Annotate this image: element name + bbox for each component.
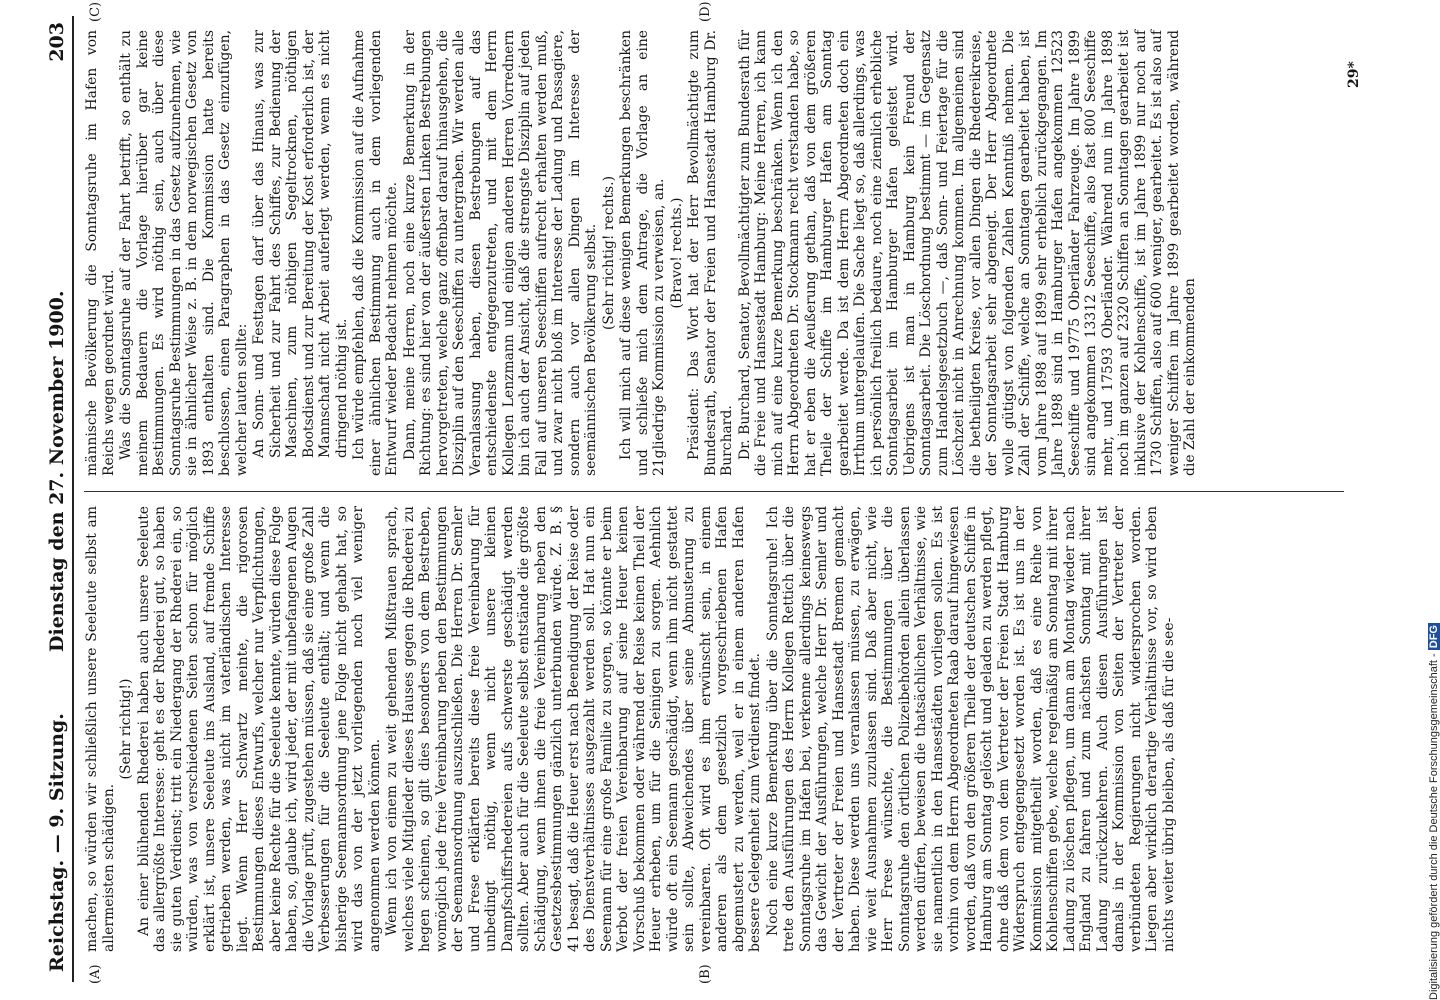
paragraph: Wenn ich von einem zu weit gehenden Mißtrauen sprach, welches viele Mitglieder dieses Hauses gegen die Rhederei zu hegen scheinen, so gilt dies besonders von dem Bestreben, womöglich jede freie Vereinbarung neben den Bestimmungen der Seemannsordnung auszuschließen. Die Herren Dr. Semler und Frese erklärten bereits diese freie Vereinbarung für unbedingt nöthig, wenn nicht unsere kleinen Dampfschiffsrhedereien aufs schwerste geschädigt werden sollten. Aber auch für die Seeleute selbst entstände die größte Schädigung, wenn ihnen die freie Vereinbarung neben den Gesetzesbestimmungen gänzlich unterbunden würde. Z. B. § 41 besagt, daß die Heuer erst nach Beendigung der Reise oder des Dienstverhältnisses ausgezahlt werden soll. Hat nun ein Seemann für eine große Familie zu sorgen, so könnte er beim Verbot der freien Vereinbarung auf seine Heuer keinen Vorschuß bekommen oder während der Reise keinen Theil der Heuer erheben, um für die Seinigen zu sorgen. Aehnlich würde oft ein Seemann geschädigt, wenn ihm nicht gestattet sein sollte, Abweichendes über seine Abmusterung zu vereinbaren. Oft wird es ihm erwünscht sein, in einem anderen als dem gesetzlich vorgeschriebenen Hafen abgemustert zu werden, weil er in einem anderen Hafen bessere Gelegenheit zum Verdienst findet. (384, 506, 763, 952)
signature-mark: 29* (1346, 61, 1362, 88)
margin-marker-a: (A) (88, 964, 103, 984)
sidebar-text (1428, 20, 1440, 1000)
dfg-logo: DFG (1428, 625, 1440, 649)
paragraph: (Sehr richtig! rechts.) (600, 176, 617, 331)
digitization-sidebar (1414, 0, 1440, 1000)
right-column (84, 30, 1342, 476)
paragraph: Was die Sonntagsruhe auf der Fahrt betrifft, so enthält zu meinem Bedauern die Vorlage hierüber gar keine Bestimmungen. Es wird nöthig sein, auch über diese Sonntagsruhe Bestimmungen in das Gesetz aufzunehmen, wie sie in ähnlicher Weise z. B. in dem norwegischen Gesetz von 1893 enthalten sind. Die Kommission hatte bereits beschlossen, einen Paragraphen in das Gesetz einzufügen, welcher lauten sollte: (118, 30, 250, 476)
header-date: Dienstag den 27. November 1900. (46, 290, 68, 652)
margin-marker-c: (C) (88, 1, 103, 22)
paragraph: männische Bevölkerung die Sonntagsruhe im Hafen von Reichs wegen geordnet wird. (84, 30, 117, 476)
paragraph: machen, so würden wir schließlich unsere Seeleute selbst am allermeisten schädigen. (84, 506, 117, 952)
page-number: 203 (46, 22, 68, 62)
left-column (84, 506, 1342, 952)
paragraph: Dr. Burchard, Senator, Bevollmächtigter zum Bundesrath für die Freie und Hansestadt Hamburg: Meine Herren, ich kann mich auf eine kurze Bemerkung beschränken. Wenn ich den Herrn Abgeordneten Dr. Stockmann recht verstanden habe, so hat er eben die Aeußerung gethan, daß von dem größeren Theile der Schiffe im Hamburger Hafen am Sonntag gearbeitet werde. Da ist dem Herrn Abgeordneten doch ein Irrthum untergelaufen. Die Sache liegt so, daß allerdings, was ich persönlich freilich bedaure, noch eine ziemlich erhebliche Sonntagsarbeit im Hamburger Hafen geleistet wird. Uebrigens ist man in Hamburg kein Freund der Sonntagsarbeit. Die Löschordnung bestimmt — im Gegensatz zum Handelsgesetzbuch —, daß Sonn- und Feiertage für die Löschzeit nicht in Anrechnung kommen. Im allgemeinen sind die betheiligten Kreise, vor allen Dingen die Rhedereikreise, der Sonntagsarbeit sehr abgeneigt. Der Herr Abgeordnete wolle gütigst von folgenden Zahlen Kenntniß nehmen. Die Zahl der Schiffe, welche an Sonntagen gearbeitet haben, ist vom Jahre 1898 auf 1899 sehr erheblich zurückgegangen. Im Jahre 1898 sind in Hamburger Hafen angekommen 12523 Seeschiffe und 19775 Oberländer Fahrzeuge. Im Jahre 1899 sind angekommen 13312 Seeschiffe, also fast 800 Seeschiffe mehr, und 17593 Oberländer. Während nun im Jahre 1898 noch im ganzen auf 2320 Schiffen an Sonntagen gearbeitet ist inklusive der Kohlenschiffe, ist im Jahre 1899 nur noch auf 1730 Schiffen, also auf 600 weniger, gearbeitet. Es ist also auf weniger Schiffen im Jahre 1899 gearbeitet worden, während die Zahl der einkommenden (736, 30, 1198, 476)
paragraph: (Sehr richtig!) (118, 678, 134, 780)
paragraph: Ich will mich auf diese wenigen Bemerkungen beschränken und schließe mich dem Antrage, die Vorlage an eine 21gliedrige Kommission zu verweisen, an. (618, 30, 667, 476)
paragraph: Präsident: Das Wort hat der Herr Bevollmächtigte zum Bundesrath, Senator der Freien und Hansestadt Hamburg Dr. Burchard. (686, 30, 735, 476)
paragraph: An Sonn- und Festtagen darf über das Hinaus, was zur Sicherheit und zur Fahrt des Schiffes, zur Bedienung der Maschinen, zum nöthigen Segeltrocknen, nöthigen Bootsdienst und zur Bereitung der Kost erforderlich ist, der Mannschaft nicht Arbeit auferlegt werden, wenn es nicht dringend nöthig ist. (251, 30, 350, 458)
column-divider (84, 491, 1344, 492)
paragraph: Ich würde empfehlen, daß die Kommission auf die Aufnahme einer ähnlichen Bestimmung auch in dem vorliegenden Entwurf wieder Bedacht nehmen möchte. (351, 30, 400, 476)
margin-marker-b: (B) (698, 964, 713, 984)
header-left: Reichstag. — 9. Sitzung. (46, 713, 68, 972)
paragraph: Noch eine kurze Bemerkung über die Sonntagsruhe! Ich trete den Ausführungen des Herrn Kollegen Rettich über die Sonntagsruhe im Hafen bei, verkenne allerdings keineswegs das Gewicht der Ausführungen, welche Herr Dr. Semler und der Vertreter der Freien und Hansestadt Bremen gemacht haben. Diese werden uns veranlassen müssen, zu erwägen, wie weit Ausnahmen zuzulassen sind. Daß aber nicht, wie Herr Frese wünschte, die Bestimmungen über die Sonntagsruhe den örtlichen Polizeibehörden allein überlassen werden dürfen, beweisen die thatsächlichen Verhältnisse, wie sie namentlich in den Hansestädten vorliegen sollen. Es ist vorhin von dem Herrn Abgeordneten Raab darauf hingewiesen worden, daß von den größeren Theile der deutschen Schiffe in Hamburg am Sonntag gelöscht und geladen zu werden pflegt, ohne daß dem von dem Vertreter der Freien Stadt Hamburg Widerspruch entgegengesetzt worden ist. Es ist uns in der Kommission mitgetheilt worden, daß es eine Reihe von Kohlenschiffen gebe, welche regelmäßig am Sonntag mit ihrer Ladung zu löschen pflegen, um dann am Montag wieder nach England zu fahren und zum nächsten Sonntag mit ihrer Ladung zurückzukehren. Auch diesen Ausführungen ist damals in der Kommission von Seiten der Vertreter der verbündeten Regierungen nicht widersprochen worden. Liegen aber wirklich derartige Verhältnisse vor, so wird eben nichts weiter übrig bleiben, als daß für die see- (764, 506, 1177, 952)
paragraph: An einer blühenden Rhederei haben auch unsere Seeleute das allergrößte Interesse: geht es der Rhederei gut, so haben sie guten Verdienst; tritt ein Niedergang der Rhederei ein, so würden, was von verschiedenen Seiten schon für möglich erklärt ist, unsere Seeleute ins Ausland, auf fremde Schiffe getrieben werden, was nicht im vaterländischen Interesse liegt. Wenn Herr Schwartz meinte, die rigorosen Bestimmungen dieses Entwurfs, welcher nur Verpflichtungen, aber keine Rechte für die Seeleute kennte, würden diese Folge haben, so, glaube ich, wird jeder, der mit unbefangenen Augen die Vorlage prüft, zugestehen müssen, daß sie eine große Zahl Verbesserungen für die Seeleute enthält; und wenn die bisherige Seemannsordnung jene Folge nicht gehabt hat, so wird das von der jetzt vorliegenden noch viel weniger angenommen werden können. (135, 506, 383, 952)
page-header (38, 16, 74, 982)
paragraph: (Bravo! rechts.) (668, 197, 685, 309)
margin-marker-d: (D) (698, 1, 713, 22)
sidebar-credit: Digitalisierung gefördert durch die Deutsche Forschungsgemeinschaft - (1428, 653, 1440, 1000)
paragraph: Dann, meine Herren, noch eine kurze Bemerkung in der Richtung: es sind hier von der äußersten Linken Bestrebungen hervorgetreten, welche ganz offenbar darauf hinausgehen, die Disziplin auf den Seeschiffen zu untergraben. Wir werden alle Veranlassung haben, diesen Bestrebungen auf das entschiedenste entgegenzutreten, und mit dem Herrn Kollegen Lenzmann und einigen anderen Herren Vorrednern bin ich auch der Ansicht, daß die strengste Disziplin auf jeden Fall auf unseren Seeschiffen aufrecht erhalten werden muß, und zwar nicht bloß im Interesse der Ladung und Passagiere, sondern auch vor allen Dingen im Interesse der seemännischen Bevölkerung selbst. (401, 30, 599, 476)
